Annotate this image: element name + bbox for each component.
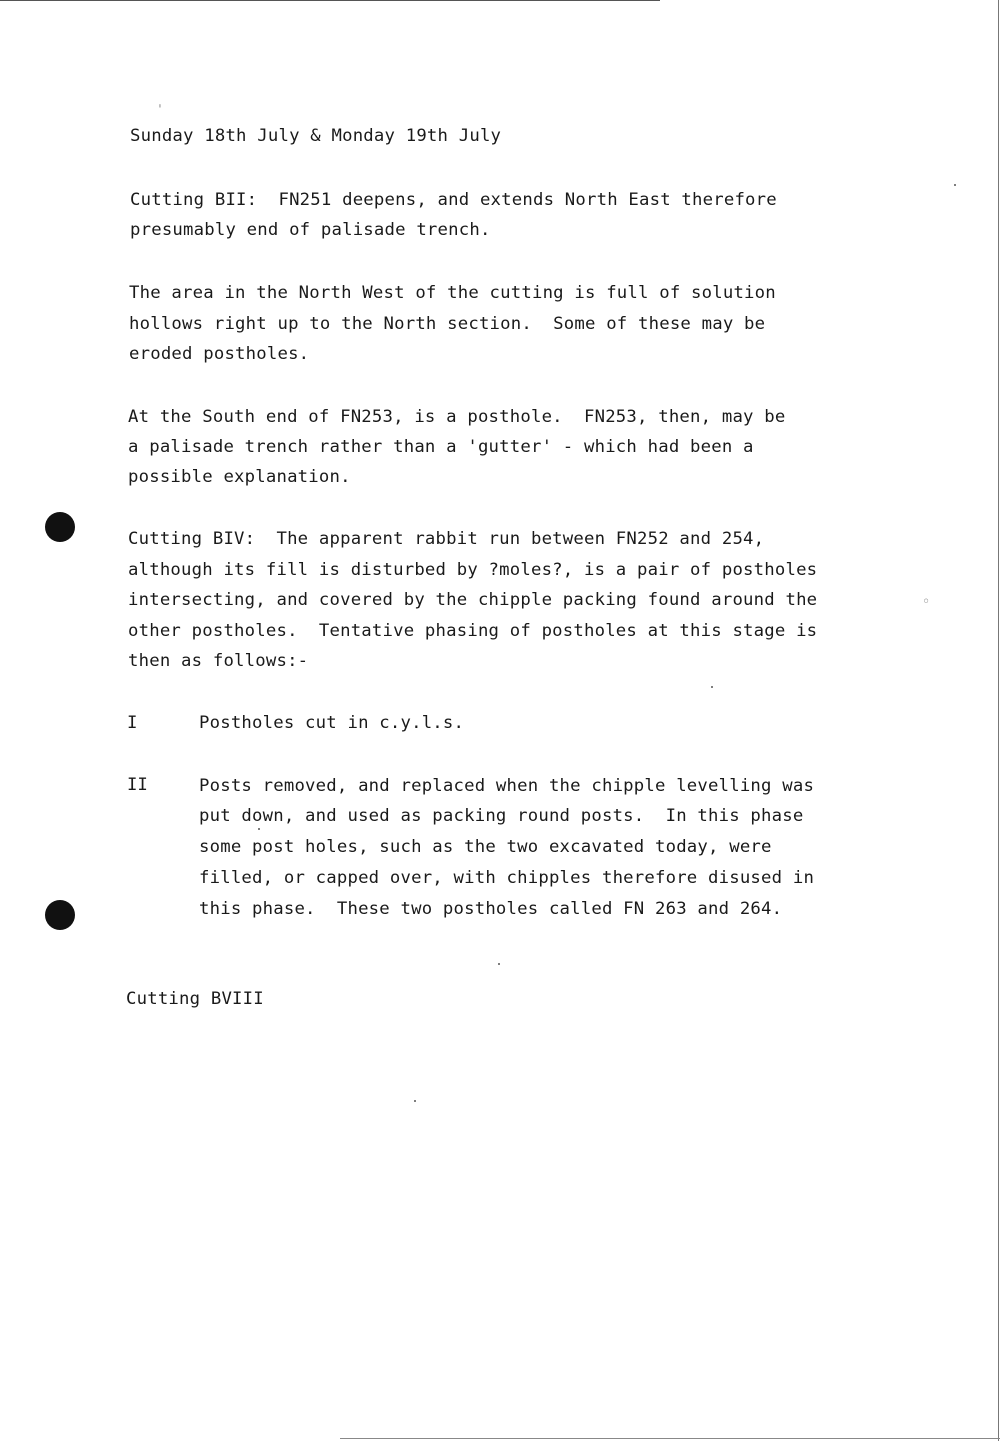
paragraph-line: a palisade trench rather than a 'gutter' - which had been a xyxy=(128,437,754,457)
paragraph-line: possible explanation. xyxy=(128,467,351,487)
paragraph-line: intersecting, and covered by the chipple packing found around the xyxy=(128,590,818,610)
phase-line: put down, and used as packing round posts. In this phase xyxy=(199,806,804,826)
page-edge-top xyxy=(0,0,660,1)
paragraph-line: Cutting BII: FN251 deepens, and extends North East therefore xyxy=(130,190,777,210)
paragraph-line: eroded postholes. xyxy=(129,344,310,364)
scan-speck xyxy=(954,184,956,186)
scan-speck xyxy=(711,686,713,688)
phase-numeral: II xyxy=(127,775,148,795)
paragraph-line: other postholes. Tentative phasing of postholes at this stage is xyxy=(128,621,818,641)
scan-speck xyxy=(414,1100,416,1102)
section-heading: Cutting BVIII xyxy=(126,989,264,1009)
phase-line: Posts removed, and replaced when the chipple levelling was xyxy=(199,776,815,796)
margin-mark: ◦ xyxy=(922,594,931,610)
paragraph-line: presumably end of palisade trench. xyxy=(130,220,491,240)
paragraph-line: then as follows:- xyxy=(128,651,309,671)
paragraph-line: although its fill is disturbed by ?moles?, is a pair of postholes xyxy=(128,560,818,580)
margin-mark: ˌ xyxy=(158,94,162,110)
paragraph-line: At the South end of FN253, is a posthole. FN253, then, may be xyxy=(128,407,786,427)
paragraph-line: hollows right up to the North section. Some of these may be xyxy=(129,314,766,334)
phase-line: some post holes, such as the two excavated today, were xyxy=(199,837,772,857)
phase-line: Postholes cut in c.y.l.s. xyxy=(199,713,465,733)
date-heading: Sunday 18th July & Monday 19th July xyxy=(130,126,502,146)
phase-numeral: I xyxy=(127,713,138,733)
page-edge-right xyxy=(998,0,999,1441)
paragraph-line: Cutting BIV: The apparent rabbit run between FN252 and 254, xyxy=(128,529,765,549)
page-edge-bottom xyxy=(340,1438,1000,1439)
phase-line: this phase. These two postholes called FN 263 and 264. xyxy=(199,899,783,919)
scan-speck xyxy=(498,963,500,965)
phase-line: filled, or capped over, with chipples therefore disused in xyxy=(199,868,815,888)
scan-speck xyxy=(258,828,260,830)
paragraph-line: The area in the North West of the cutting is full of solution xyxy=(129,283,776,303)
punch-hole-top xyxy=(45,512,75,542)
punch-hole-bottom xyxy=(45,900,75,930)
